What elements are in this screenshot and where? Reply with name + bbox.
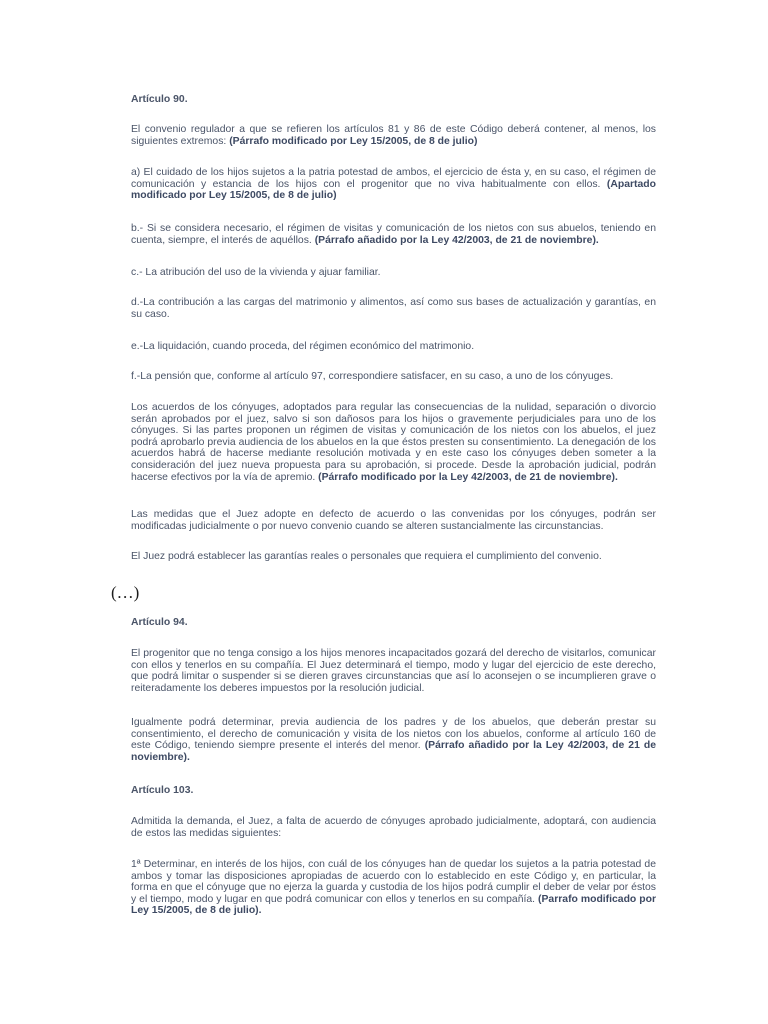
article-90-item-a [131,167,656,202]
paragraph-text: Igualmente podrá determinar, previa audiencia de los padres y de los abuelos, que deberán prestar su consentimiento, el derecho de comunicación y visita de los nietos con los abuelos, conforme al artículo 160 de este Código, teniendo siempre presente el interés del menor. [131,717,656,752]
amendment-note: (Parrafo modificado por Ley 15/2005, de 8 de julio). [131,893,656,917]
article-90-item-f: f.-La pensión que, conforme al artículo 97, correspondiere satisfacer, en su caso, a uno de los cónyuges. [131,371,614,382]
amendment-note: (Párrafo añadido por la Ley 42/2003, de 21 de noviembre). [131,740,656,763]
paragraph-text: El convenio regulador a que se refieren los artículos 81 y 86 de este Código deberá contener, al menos, los siguientes extremos: [131,124,656,147]
article-94-paragraph-2 [131,717,656,763]
article-90-item-c: c.- La atribución del uso de la vivienda y ajuar familiar. [131,267,381,278]
article-90-garantias-paragraph: El Juez podrá establecer las garantías reales o personales que requiera el cumplimiento del convenio. [131,551,602,562]
article-103-heading: Artículo 103. [131,785,194,796]
article-94-paragraph-1: El progenitor que no tenga consigo a los hijos menores incapacitados gozará del derecho de visitarlos, comunicar con ellos y tenerlos en su compañía. El Juez determinará el tiempo, modo y lugar del ejercicio de este derecho, que podrá limitar o suspender si se dieren graves circunstancias que así lo aconsejen o se incumplieren grave o reiteradamente los deberes impuestos por la resolución judicial. [131,648,656,694]
paragraph-text: a) El cuidado de los hijos sujetos a la patria potestad de ambos, el ejercicio de ésta y, en su caso, el régimen de comunicación y estancia de los hijos con el progenitor que no viva habitualmente con ellos. [131,167,656,190]
article-90-acuerdos-paragraph [131,402,656,483]
omission-ellipsis: (…) [111,583,140,602]
article-90-medidas-paragraph: Las medidas que el Juez adopte en defecto de acuerdo o las convenidas por los cónyuges, podrán ser modificadas judicialmente o por nuevo convenio cuando se alteren sustancialmente las circunstancias. [131,509,656,532]
paragraph-text: Los acuerdos de los cónyuges, adoptados para regular las consecuencias de la nulidad, separación o divorcio serán aprobados por el juez, salvo si son dañosos para los hijos o gravemente perjudiciales para uno de los cónyuges. Si las partes proponen un régimen de visitas y comunicación de los nietos con los abuelos, el juez podrá aprobarlo previa audiencia de los abuelos en la que éstos presten su consentimiento. La denegación de los acuerdos habrá de hacerse mediante resolución motivada y en este caso los cónyuges deben someter a la consideración del juez nueva propuesta para su aprobación, si procede. Desde la aprobación judicial, podrán hacerse efectivos por la vía de apremio. [131,402,656,483]
article-90-item-b [131,223,656,246]
amendment-note: (Párrafo añadido por la Ley 42/2003, de 21 de noviembre). [314,234,599,246]
article-90-heading: Artículo 90. [131,94,188,105]
article-103-paragraph-2 [131,859,656,917]
amendment-note: (Apartado modificado por Ley 15/2005, de 8 de julio) [131,178,656,202]
article-90-item-d: d.-La contribución a las cargas del matrimonio y alimentos, así como sus bases de actualización y garantías, en su caso. [131,297,656,320]
paragraph-text: 1ª Determinar, en interés de los hijos, con cuál de los cónyuges han de quedar los sujetos a la patria potestad de ambos y tomar las disposiciones apropiadas de acuerdo con lo establecido en este Código y, en particular, la forma en que el cónyuge que no ejerza la guarda y custodia de los hijos podrá cumplir el deber de velar por éstos y el tiempo, modo y lugar en que podrá comunicar con ellos y tenerlos en su compañía. [131,859,656,905]
amendment-note: (Párrafo modificado por la Ley 42/2003, de 21 de noviembre). [318,471,618,483]
paragraph-text: b.- Si se considera necesario, el régimen de visitas y comunicación de los nietos con sus abuelos, teniendo en cuenta, siempre, el interés de aquéllos. [131,223,656,246]
article-103-paragraph-1: Admitida la demanda, el Juez, a falta de acuerdo de cónyuges aprobado judicialmente, adoptará, con audiencia de estos las medidas siguientes: [131,816,656,839]
article-94-heading: Artículo 94. [131,617,188,628]
article-90-item-e: e.-La liquidación, cuando proceda, del régimen económico del matrimonio. [131,341,475,352]
article-90-intro [131,124,656,147]
amendment-note: (Párrafo modificado por Ley 15/2005, de 8 de julio) [229,135,478,147]
